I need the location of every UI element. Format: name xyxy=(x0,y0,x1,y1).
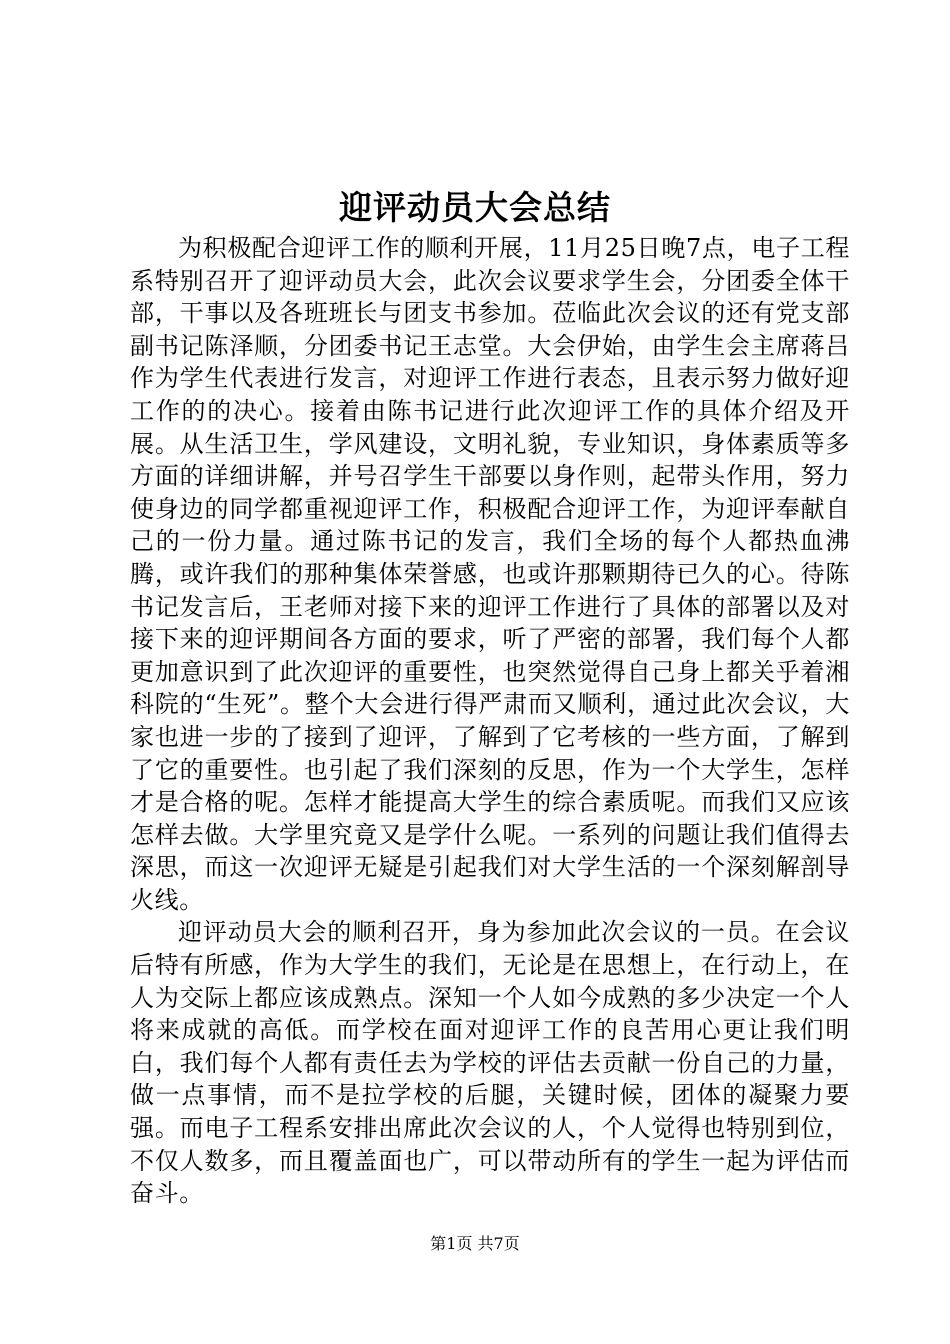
page-number-footer: 第1页 共7页 xyxy=(430,1234,520,1253)
paragraph-1: 为积极配合迎评工作的顺利开展，11月25日晚7点，电子工程系特别召开了迎评动员大会，此次会议要求学生会，分团委全体干部，干事以及各班班长与团支书参加。莅临此次会议的还有党支部副书记陈泽顺，分团委书记王志堂。大会伊始，由学生会主席蒋吕作为学生代表进行发言，对迎评工作进行表态，且表示努力做好迎工作的的决心。接着由陈书记进行此次迎评工作的具体介绍及开展。从生活卫生，学风建设，文明礼貌，专业知识，身体素质等多方面的详细讲解，并号召学生干部要以身作则，起带头作用，努力使身边的同学都重视迎评工作，积极配合迎评工作，为迎评奉献自己的一份力量。通过陈书记的发言，我们全场的每个人都热血沸腾，或许我们的那种集体荣誉感，也或许那颗期待已久的心。待陈书记发言后，王老师对接下来的迎评工作进行了具体的部署以及对接下来的迎评期间各方面的要求，听了严密的部署，我们每个人都更加意识到了此次迎评的重要性，也突然觉得自己身上都关乎着湘科院的“生死”。整个大会进行得严肃而又顺利，通过此次会议，大家也进一步的了接到了迎评，了解到了它考核的一些方面，了解到了它的重要性。也引起了我们深刻的反思，作为一个大学生，怎样才是合格的呢。怎样才能提高大学生的综合素质呢。而我们又应该怎样去做。大学里究竟又是学什么呢。一系列的问题让我们值得去深思，而这一次迎评无疑是引起我们对大学生活的一个深刻解剖导火线。 xyxy=(130,234,850,914)
paragraph-2: 迎评动员大会的顺利召开，身为参加此次会议的一员。在会议后特有所感，作为大学生的我们，无论是在思想上，在行动上，在人为交际上都应该成熟点。深知一个人如今成熟的多少决定一个人将来成就的高低。而学校在面对迎评工作的良苦用心更让我们明白，我们每个人都有责任去为学校的评估去贡献一份自己的力量，做一点事情，而不是拉学校的后腿，关键时候，团体的凝聚力要强。而电子工程系安排出席此次会议的人，个人觉得也特别到位，不仅人数多，而且覆盖面也广，可以带动所有的学生一起为评估而奋斗。 xyxy=(130,918,850,1208)
document-title: 迎评动员大会总结 xyxy=(339,188,611,227)
document-body xyxy=(130,232,850,1210)
